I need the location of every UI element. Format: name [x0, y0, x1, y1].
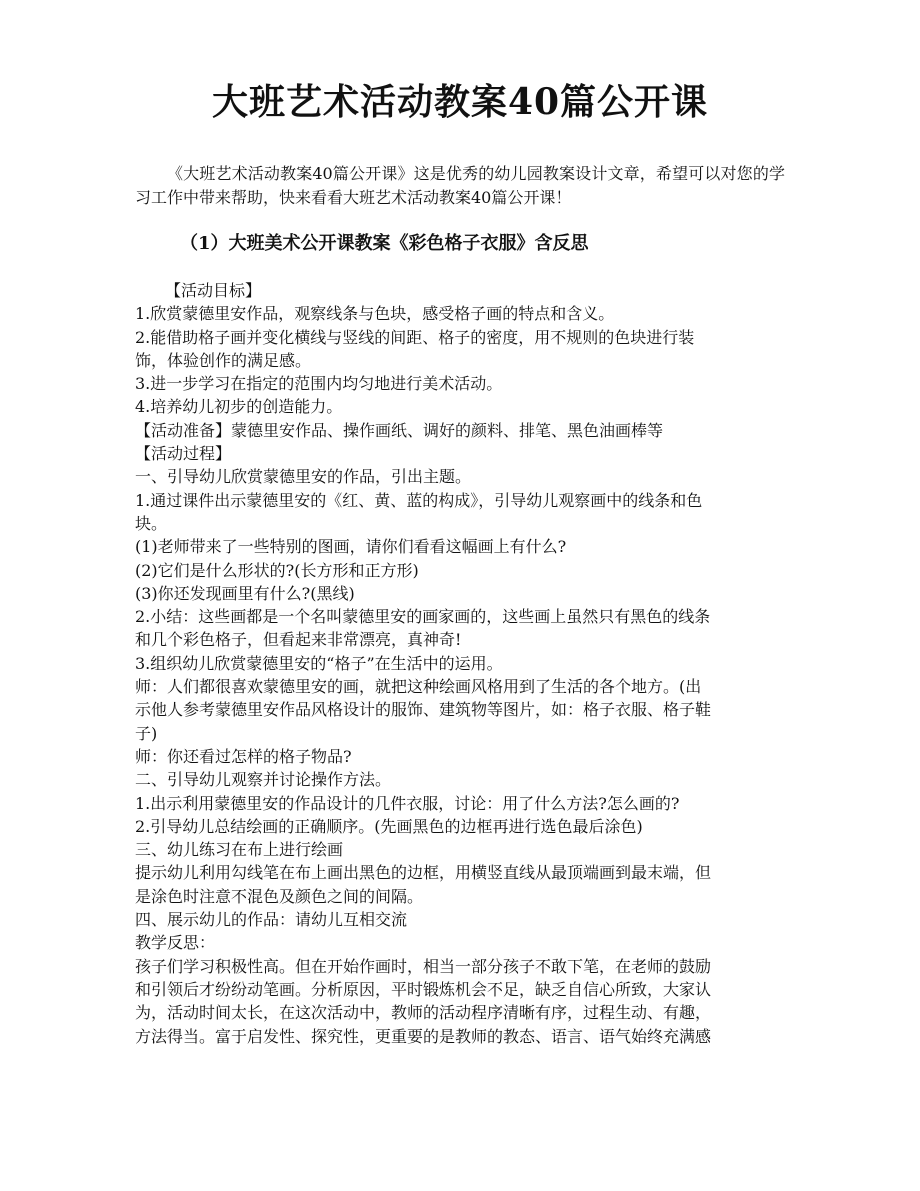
- body-line: 孩子们学习积极性高。但在开始作画时，相当一部分孩子不敢下笔，在老师的鼓励: [135, 956, 712, 976]
- body-line: 【活动准备】蒙德里安作品、操作画纸、调好的颜料、排笔、黑色油画棒等: [135, 420, 664, 440]
- body-line: 块。: [135, 513, 168, 533]
- body-line: 和引领后才纷纷动笔画。分析原因，平时锻炼机会不足，缺乏自信心所致，大家认: [135, 979, 712, 999]
- body-line: 三、幼儿练习在布上进行绘画: [135, 840, 344, 860]
- body-line: 【活动过程】: [135, 444, 232, 464]
- intro-paragraph: 《大班艺术活动教案40篇公开课》这是优秀的幼儿园教案设计文章，希望可以对您的学习工作中带来帮助，快来看看大班艺术活动教案40篇公开课！: [135, 164, 785, 207]
- body-line: 二、引导幼儿观察并讨论操作方法。: [135, 770, 392, 790]
- body-line: 师：人们都很喜欢蒙德里安的画，就把这种绘画风格用到了生活的各个地方。(出: [135, 677, 702, 697]
- body-line: 1.通过课件出示蒙德里安的《红、黄、蓝的构成》，引导幼儿观察画中的线条和色: [135, 490, 703, 510]
- section-heading: （1）大班美术公开课教案《彩色格子衣服》含反思: [180, 233, 589, 254]
- body-line: (2)它们是什么形状的?(长方形和正方形): [135, 560, 419, 580]
- body-line: 教学反思：: [135, 933, 216, 953]
- body-line: 四、展示幼儿的作品：请幼儿互相交流: [135, 910, 408, 930]
- body-line: 为，活动时间太长，在这次活动中，教师的活动程序清晰有序，过程生动、有趣，: [135, 1003, 712, 1023]
- body-line: (3)你还发现画里有什么?(黑线): [135, 583, 355, 603]
- body-line: 2.小结：这些画都是一个名叫蒙德里安的画家画的，这些画上虽然只有黑色的线条: [135, 607, 711, 627]
- body-line: 一、引导幼儿欣赏蒙德里安的作品，引出主题。: [135, 467, 472, 487]
- body-line: (1)老师带来了一些特别的图画，请你们看看这幅画上有什么?: [135, 537, 567, 557]
- body-line: 方法得当。富于启发性、探究性，更重要的是教师的教态、语言、语气始终充满感: [135, 1026, 712, 1046]
- body-line: 提示幼儿利用勾线笔在布上画出黑色的边框，用横竖直线从最顶端画到最末端，但: [135, 863, 712, 883]
- body-line: 1.出示利用蒙德里安的作品设计的几件衣服，讨论：用了什么方法?怎么画的?: [135, 793, 680, 813]
- body-line: 示他人参考蒙德里安作品风格设计的服饰、建筑物等图片，如：格子衣服、格子鞋: [135, 700, 712, 720]
- body-line: 2.能借助格子画并变化横线与竖线的间距、格子的密度，用不规则的色块进行装: [135, 327, 695, 347]
- body-line: 师：你还看过怎样的格子物品?: [135, 746, 352, 766]
- body-line: 4.培养幼儿初步的创造能力。: [135, 397, 343, 417]
- lesson-body: [135, 279, 790, 1048]
- body-line: 饰，体验创作的满足感。: [135, 350, 312, 370]
- body-line: 3.组织幼儿欣赏蒙德里安的“格子”在生活中的运用。: [135, 653, 503, 673]
- document-title: 大班艺术活动教案40篇公开课: [211, 81, 709, 123]
- activity-goals-heading: 【活动目标】: [165, 281, 262, 300]
- body-line: 1.欣赏蒙德里安作品，观察线条与色块，感受格子画的特点和含义。: [135, 304, 615, 324]
- body-line: 2.引导幼儿总结绘画的正确顺序。(先画黑色的边框再进行选色最后涂色): [135, 816, 643, 836]
- body-line: 子): [135, 723, 158, 743]
- body-line: 是涂色时注意不混色及颜色之间的间隔。: [135, 886, 424, 906]
- body-line: 3.进一步学习在指定的范围内均匀地进行美术活动。: [135, 374, 503, 394]
- body-line: 和几个彩色格子，但看起来非常漂亮，真神奇!: [135, 630, 462, 650]
